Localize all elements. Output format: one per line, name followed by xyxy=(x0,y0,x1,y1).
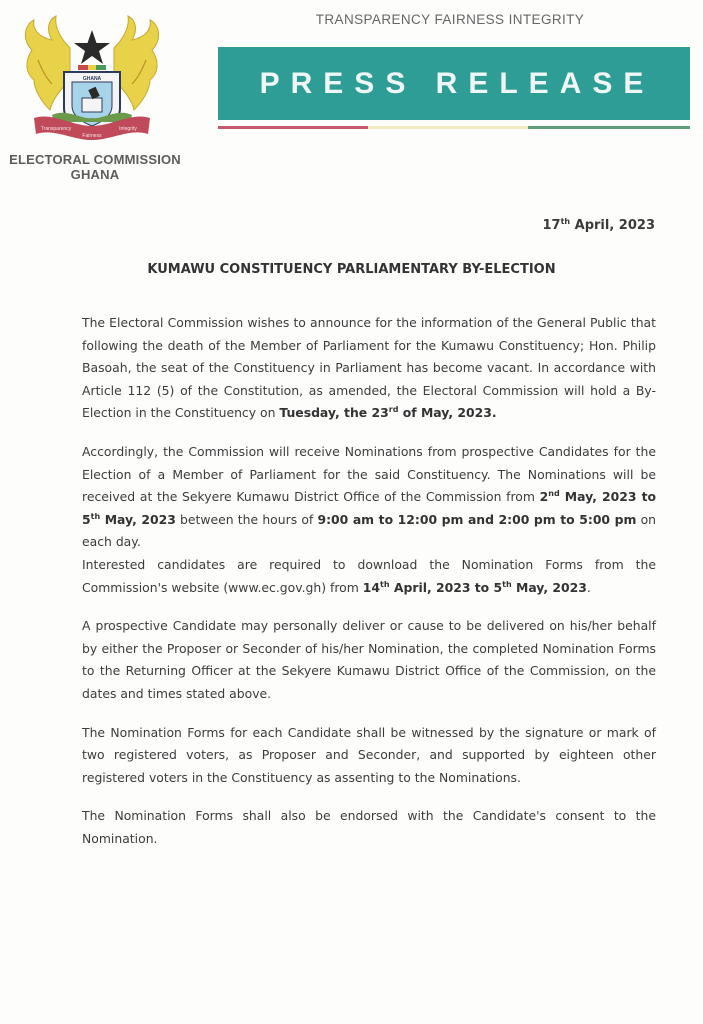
press-release-banner xyxy=(218,47,690,120)
ballot-box-icon xyxy=(82,98,102,112)
download-dates: 14th April, 2023 to 5th May, 2023 xyxy=(362,579,587,595)
document-title: KUMAWU CONSTITUENCY PARLIAMENTARY BY-ELECTION xyxy=(147,262,556,277)
document-body xyxy=(82,312,656,850)
organization-name xyxy=(0,152,190,182)
paragraph-witnesses: The Nomination Forms for each Candidate shall be witnessed by the signature or mark of two registered voters, as Proposer and Seconder, and supported by eighteen other registered voters in the Constituency as assenting to the Nominations. xyxy=(82,724,656,785)
nomination-dates: 2nd May, 2023 to 5th May, 2023 xyxy=(82,489,656,527)
paragraph-delivery: A prospective Candidate may personally deliver or cause to be delivered on his/her behalf by either the Proposer or Seconder of his/her Nomination, the completed Nomination Forms to the Returning Officer at the Sekyere Kumawu District Office of the Commission, on the dates and times stated above. xyxy=(82,618,656,701)
tagline: TRANSPARENCY FAIRNESS INTEGRITY xyxy=(315,12,585,27)
divider-red xyxy=(218,126,368,129)
paragraph-download-forms: Interested candidates are required to download the Nomination Forms from the Commission's website (www.ec.gov.gh) from 14th April, 2023 to 5th May, 2023. xyxy=(82,556,656,595)
crest-label-top: GHANA xyxy=(82,76,102,82)
paragraph-announcement: The Electoral Commission wishes to announce for the information of the General Public that following the death of the Member of Parliament for the Kumawu Constituency; Hon. Philip Basoah, the seat of the Constituency in Parliament has become vacant. In accordance with Article 112 (5) of the Constitution, as amended, the Electoral Commission will hold a By-Election in the Constituency on Tuesday, the 23rd of May, 2023. xyxy=(82,315,656,421)
divider-green xyxy=(528,126,690,129)
divider-yellow xyxy=(368,126,528,129)
black-star-icon xyxy=(74,30,110,64)
electoral-commission-crest-logo xyxy=(12,10,172,145)
paragraph-consent: The Nomination Forms shall also be endorsed with the Candidate's consent to the Nomination. xyxy=(82,808,656,846)
election-date: Tuesday, the 23rd of May, 2023. xyxy=(279,405,497,421)
nomination-hours: 9:00 am to 12:00 pm and 2:00 pm to 5:00 pm xyxy=(317,511,637,527)
organization-name-line1: ELECTORAL COMMISSION xyxy=(9,152,181,167)
motto-left: Transparency xyxy=(40,126,72,132)
paragraph-nominations: Accordingly, the Commission will receive Nominations from prospective Candidates for the Election of a Member of Parliament for the said Constituency. The Nominations will be received at the Sekyere Kumawu District Office of the Commission from 2nd May, 2023 to 5th May, 2023 between the hours of 9:00 am to 12:00 pm and 2:00 pm to 5:00 pm on each day. xyxy=(82,443,656,550)
banner-title: PRESS RELEASE xyxy=(259,66,655,100)
motto-right: Integrity xyxy=(119,126,137,132)
organization-name-line2: GHANA xyxy=(70,167,120,182)
motto-center: Fairness xyxy=(82,133,102,139)
release-date: 17th April, 2023 xyxy=(542,217,655,233)
